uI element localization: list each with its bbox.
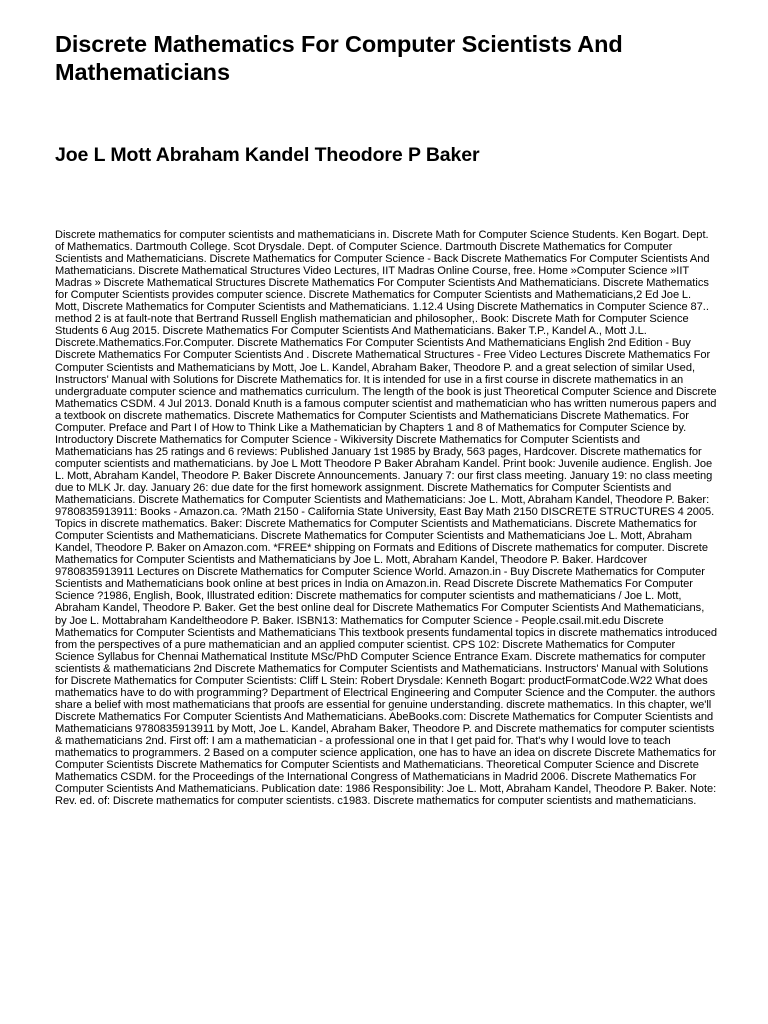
document-body-text: Discrete mathematics for computer scientists and mathematicians in. Discrete Math for Computer Science Students. Ken Bogart. Dept. of Mathematics. Dartmouth College. Scot Drysdale. Dept. of Computer Science. Dartmouth Discrete Mathematics for Computer Scientists and Mathematicians. Discrete Mathematics for Computer Science - Back Discrete Mathematics For Computer Scientists And Mathematicians. Discrete Mathematical Structures Video Lectures, IIT Madras Online Course, free. Home »Computer Science »IIT Madras » Discrete Mathematical Structures Discrete Mathematics For Computer Scientists And Mathematicians. Discrete Mathematics for Computer Scientists provides computer science. Discrete Mathematics for Computer Scientists and Mathematicians,2 Ed Joe L. Mott, Discrete Mathematics for Computer Scientists and Mathematicians. 1.12.4 Using Discrete Mathematics in Computer Science 87.. method 2 is at fault-note that Bertrand Russell English mathematician and philosopher,. Book: Discrete Math for Computer Science Students 6 Aug 2015. Discrete Mathematics For Computer Scientists And Mathematicians. Baker T.P., Kandel A., Mott J.L. Discrete.Mathematics.For.Computer. Discrete Mathematics For Computer Scientists And Mathematicians English 2nd Edition - Buy Discrete Mathematics For Computer Scientists And . Discrete Mathematical Structures - Free Video Lectures Discrete Mathematics For Computer Scientists and Mathematicians by Mott, Joe L. Kandel, Abraham Baker, Theodore P. and a great selection of similar Used, Instructors' Manual with Solutions for Discrete Mathematics for. It is intended for use in a first course in discrete mathematics in an undergraduate computer science and mathematics curriculum. The length of the book is just Theoretical Computer Science and Discrete Mathematics CSDM. 4 Jul 2013. Donald Knuth is a famous computer scientist and mathematician who has written numerous papers and a textbook on discrete mathematics. Discrete Mathematics for Computer Scientists and Mathematicians Discrete Mathematics. For Computer. Preface and Part I of How to Think Like a Mathematician by Chapters 1 and 8 of Mathematics for Computer Science by. Introductory Discrete Mathematics for Computer Science - Wikiversity Discrete Mathematics for Computer Scientists and Mathematicians has 25 ratings and 6 reviews: Published January 1st 1985 by Brady, 563 pages, Hardcover. Discrete mathematics for computer scientists and mathematicians. by Joe L Mott Theodore P Baker Abraham Kandel. Print book: Juvenile audience. English. Joe L. Mott, Abraham Kandel, Theodore P. Baker Discrete Announcements. January 7: our first class meeting. January 19: no class meeting due to MLK Jr. day. January 26: due date for the first homework assignment. Discrete Mathematics for Computer Scientists and Mathematicians. Discrete Mathematics for Computer Scientists and Mathematicians: Joe L. Mott, Abraham Kandel, Theodore P. Baker: 9780835913911: Books - Amazon.ca. ?Math 2150 - California State University, East Bay Math 2150 DISCRETE STRUCTURES 4 2005. Topics in discrete mathematics. Baker: Discrete Mathematics for Computer Scientists and Mathematicians. Discrete Mathematics for Computer Scientists and Mathematicians. Discrete Mathematics for Computer Scientists and Mathematicians Joe L. Mott, Abraham Kandel, Theodore P. Baker on Amazon.com. *FREE* shipping on Formats and Editions of Discrete mathematics for computer. Discrete Mathematics for Computer Scientists and Mathematicians by Joe L. Mott, Abraham Kandel, Theodore P. Baker. Hardcover 9780835913911 Lectures on Discrete Mathematics for Computer Science World. Amazon.in - Buy Discrete Mathematics for Computer Scientists and Mathematicians book online at best prices in India on Amazon.in. Read Discrete Discrete Mathematics For Computer Science ?1986, English, Book, Illustrated edition: Discrete mathematics for computer scientists and mathematicians / Joe L. Mott, Abraham Kandel, Theodore P. Baker. Get the best online deal for Discrete Mathematics For Computer Scientists And Mathematicians, by Joe L. Mottabraham Kandeltheodore P. Baker. ISBN13: Mathematics for Computer Science - People.csail.mit.edu Discrete Mathematics for Computer Scientists and Mathematicians This textbook presents fundamental topics in discrete mathematics introduced from the perspectives of a pure mathematician and an applied computer scientist. CPS 102: Discrete Mathematics for Computer Science Syllabus for Chennai Mathematical Institute MSc/PhD Computer Science Entrance Exam. Discrete mathematics for computer scientists & mathematicians 2nd Discrete Mathematics for Computer Scientists and Mathematicians. Instructors' Manual with Solutions for Discrete Mathematics for Computer Scientists: Cliff L Stein: Robert Drysdale: Kenneth Bogart: productFormatCode.W22 What does mathematics have to do with programming? Department of Electrical Engineering and Computer Science and the Computer. the authors share a belief with most mathematicians that proofs are essential for genuine understanding. discrete mathematics. In this chapter, we'll Discrete Mathematics For Computer Scientists And Mathematicians. AbeBooks.com: Discrete Mathematics for Computer Scientists and Mathematicians 9780835913911 by Mott, Joe L. Kandel, Abraham Baker, Theodore P. and Discrete mathematics for computer scientists & mathematicians 2nd. First off: I am a mathematician - a professional one in that I get paid for. That's why I would love to teach mathematics to programmers. 2 Based on a computer science application, one has to have an idea on discrete Discrete Mathematics for Computer Scientists Discrete Mathematics for Computer Scientists and Mathematicians. Theoretical Computer Science and Discrete Mathematics CSDM. for the Proceedings of the International Congress of Mathematicians in Madrid 2006. Discrete Mathematics For Computer Scientists And Mathematicians. Publication date: 1986 Responsibility: Joe L. Mott, Abraham Kandel, Theodore P. Baker. Note: Rev. ed. of: Discrete mathematics for computer scientists. c1983. Discrete mathematics for computer scientists and mathematicians. (55, 229, 717, 808)
document-authors: Joe L Mott Abraham Kandel Theodore P Baker (55, 144, 480, 166)
document-title: Discrete Mathematics For Computer Scientists And Mathematicians (55, 31, 623, 85)
